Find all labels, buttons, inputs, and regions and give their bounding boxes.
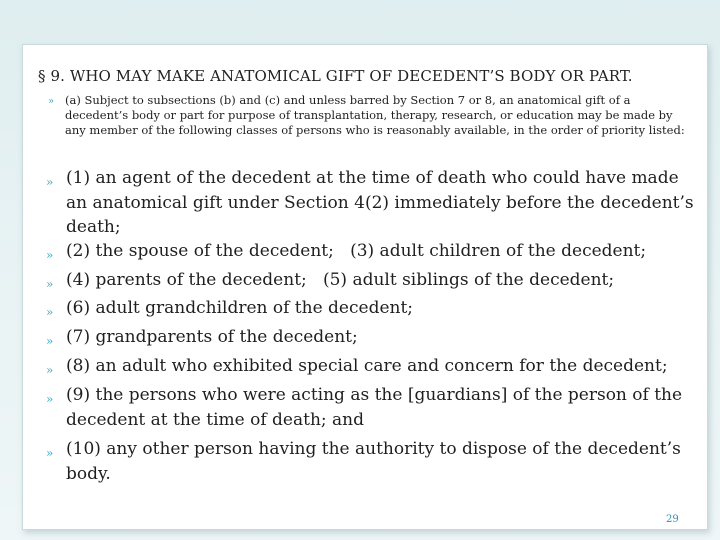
double-angle-right-icon: » bbox=[46, 392, 54, 406]
intro-text: (a) Subject to subsections (b) and (c) and unless barred by Section 7 or 8, an anatomical gift of a decedent’s body or part for purpose of transplantation, therapy, research, or education may be made by any member of the following classes of persons who is reasonably available, in the order of priority listed: bbox=[65, 93, 685, 137]
double-angle-right-icon: » bbox=[46, 175, 54, 189]
list-item-text: (6) adult grandchildren of the decedent; bbox=[66, 298, 414, 318]
double-angle-right-icon: » bbox=[48, 96, 55, 107]
slide-title: § 9. WHO MAY MAKE ANATOMICAL GIFT OF DECEDENT’S BODY OR PART. bbox=[38, 67, 633, 85]
double-angle-right-icon: » bbox=[46, 248, 54, 262]
intro-paragraph bbox=[48, 93, 688, 138]
double-angle-right-icon: » bbox=[46, 363, 54, 377]
list-item bbox=[46, 166, 696, 240]
list-item bbox=[46, 437, 696, 486]
page-number: 29 bbox=[666, 514, 679, 525]
list-item-text: (4) parents of the decedent; (5) adult siblings of the decedent; bbox=[66, 270, 615, 290]
double-angle-right-icon: » bbox=[46, 334, 54, 348]
double-angle-right-icon: » bbox=[46, 305, 54, 319]
list-item-text: (10) any other person having the authority to dispose of the decedent’s body. bbox=[66, 439, 681, 484]
list-item bbox=[46, 239, 696, 268]
list-item bbox=[46, 325, 696, 354]
double-angle-right-icon: » bbox=[46, 446, 54, 460]
list-item-text: (8) an adult who exhibited special care and concern for the decedent; bbox=[66, 356, 668, 376]
list-item-text: (9) the persons who were acting as the [guardians] of the person of the decedent at the time of death; and bbox=[66, 385, 683, 430]
list-item bbox=[46, 383, 696, 432]
list-item-text: (7) grandparents of the decedent; bbox=[66, 327, 358, 347]
list-item bbox=[46, 268, 696, 297]
double-angle-right-icon: » bbox=[46, 277, 54, 291]
list-item-text: (1) an agent of the decedent at the time of death who could have made an anatomical gift under Section 4(2) immediately before the decedent’s death; bbox=[66, 168, 694, 237]
list-item bbox=[46, 354, 696, 383]
list-item-text: (2) the spouse of the decedent; (3) adult children of the decedent; bbox=[66, 241, 647, 261]
list-item bbox=[46, 296, 696, 325]
